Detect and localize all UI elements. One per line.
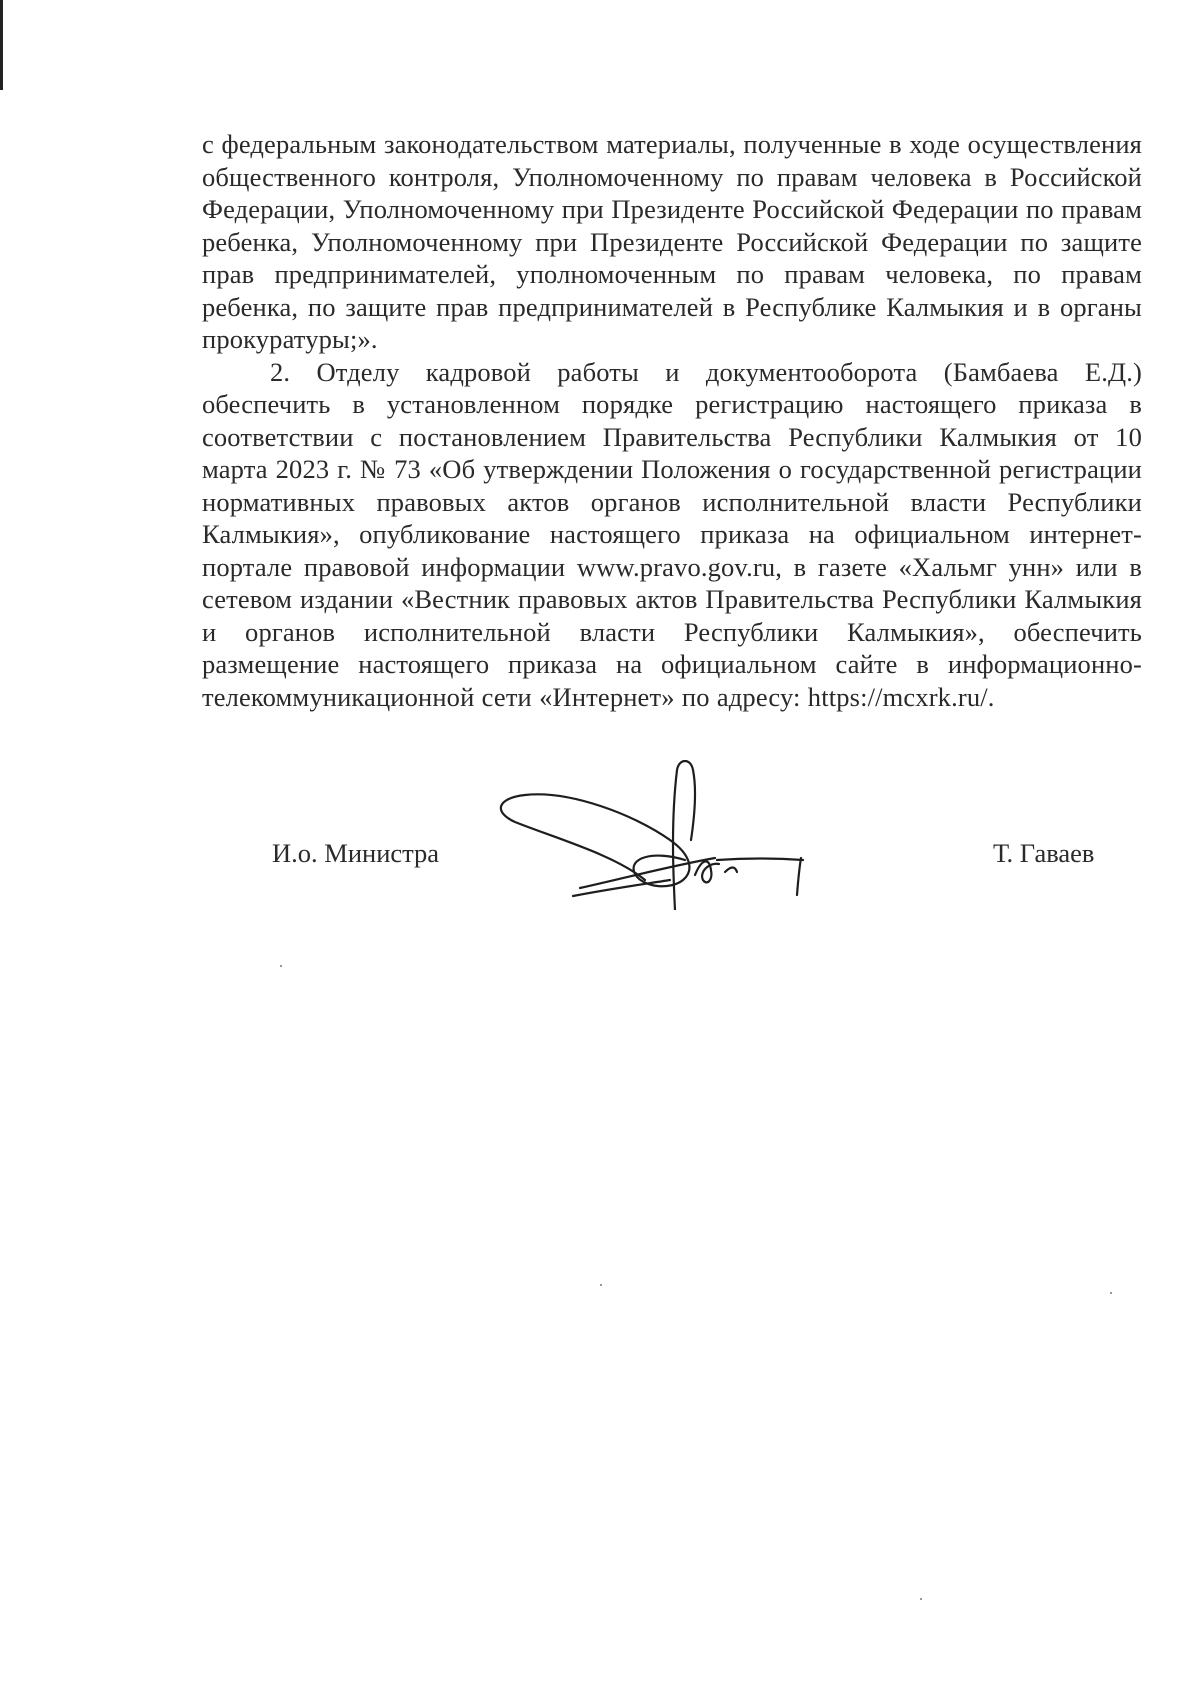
handwritten-signature: [495, 760, 815, 910]
signer-name: Т. Гаваев: [993, 838, 1095, 868]
paragraph-continued: с федеральным законодательством материалы, полученные в ходе осуществления общественного контроля, Уполномоченному по правам человека в Российской Федерации, Уполномоченному при Президенте Российской Федерации по правам ребенка, Уполномоченному при Президенте Российской Федерации по защите прав предпринимателей, уполномоченным по правам человека, по правам ребенка, по защите прав предпринимателей в Республике Калмыкия и в органы прокуратуры;».: [202, 129, 1142, 354]
document-body: [202, 128, 1142, 713]
paragraph-item-2: 2. Отделу кадровой работы и документооборота (Бамбаева Е.Д.) обеспечить в установленном порядке регистрацию настоящего приказа в соответствии с постановлением Правительства Республики Калмыкия от 10 марта 2023 г. № 73 «Об утверждении Положения о государственной регистрации нормативных правовых актов органов исполнительной власти Республики Калмыкия», опубликование настоящего приказа на официальном интернет-портале правовой информации www.pravo.gov.ru, в газете «Хальмг унн» или в сетевом издании «Вестник правовых актов Правительства Республики Калмыкия и органов исполнительной власти Республики Калмыкия», обеспечить размещение настоящего приказа на официальном сайте в информационно-телекоммуникационной сети «Интернет» по адресу: https://mcxrk.ru/.: [202, 356, 1142, 712]
signature-block: [0, 760, 1200, 910]
scan-speck: [1110, 1292, 1112, 1294]
scan-edge-mark: [0, 0, 3, 90]
scan-speck: [920, 1598, 922, 1600]
scan-speck: [600, 1284, 602, 1286]
scan-speck: [280, 965, 282, 967]
signer-title: И.о. Министра: [272, 838, 440, 868]
